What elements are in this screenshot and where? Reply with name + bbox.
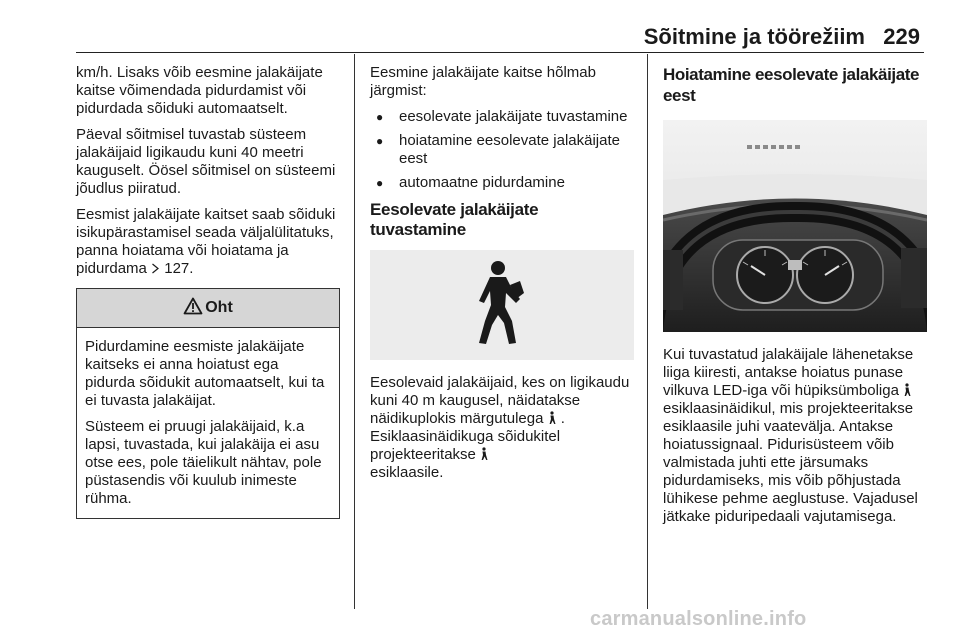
header-rule: [76, 52, 924, 53]
page-reference-link[interactable]: 127.: [164, 260, 194, 277]
paragraph-text: Eesmist jalakäijate kaitset saab sõiduki isikupärastamisel seada väljalülitatuks, panna hoiatama või hoiatama ja pidurdama: [76, 206, 336, 277]
pedestrian-indicator-icon: [548, 410, 557, 427]
paragraph: Päeval sõitmisel tuvastab süsteem jalakäijaid ligikaudu kuni 40 meetri kauguselt. Öösel sõitmisel on süsteemi jõudlus piiratud.: [76, 126, 336, 197]
paragraph-text: . Esiklaasinäidikuga sõidukitel projekteeritakse: [370, 410, 565, 463]
dashboard-illustration: [663, 120, 927, 332]
column-divider-2: [647, 54, 648, 609]
pedestrian-figure: [370, 250, 634, 360]
pedestrian-indicator-icon: [903, 382, 912, 399]
paragraph-text: esiklaasinäidikul, mis projekteeritakse esiklaasile juhi vaatevälja. Antakse hoiatussignaal. Pidurisüsteem võib valmistada juhti ette järsumaks pidurdamiseks, mis võib põhjustada lühikese pehme aeglustuse. Vajadusel jätkake piduripedaali vajutamisega.: [663, 400, 918, 525]
paragraph-text: Kui tuvastatud jalakäijale lähenetakse liiga kiiresti, antakse hoiatus punase vilkuva LED-iga või hüpiksümboliga: [663, 346, 914, 399]
list-item: ● automaatne pidurdamine: [370, 174, 634, 192]
section-heading: Hoiatamine eesolevate jalakäijate eest: [663, 65, 920, 105]
paragraph: km/h. Lisaks võib eesmine jalakäijate kaitse võimendada pidurdamist või pidurdada sõiduki automaatselt.: [76, 64, 323, 117]
warning-box: [76, 288, 340, 519]
paragraph-text: esiklaasile.: [370, 464, 444, 481]
column-divider-1: [354, 54, 355, 609]
warning-title: Oht: [205, 299, 233, 316]
page-reference-arrow-icon: [151, 260, 160, 277]
warning-header: [77, 289, 339, 328]
paragraph-text: Eesolevaid jalakäijaid, kes on ligikaudu kuni 40 m kaugusel, näidatakse näidikuplokis märgutulega: [370, 374, 630, 427]
pedestrian-indicator-icon: [480, 446, 489, 463]
warning-text: Pidurdamine eesmiste jalakäijate kaitseks ei anna hoiatust ega pidurda sõidukit automaatselt, kui ta ei tuvasta jalakäijat.: [85, 338, 325, 409]
column-3: [663, 64, 927, 534]
bullet-list: [370, 108, 634, 192]
list-item: ● eesolevate jalakäijate tuvastamine: [370, 108, 634, 126]
paragraph: [663, 346, 927, 526]
section-heading: Eesolevate jalakäijate tuvastamine: [370, 200, 539, 239]
column-1: [76, 64, 340, 519]
warning-triangle-icon: [183, 297, 205, 320]
watermark: carmanualsonline.info: [590, 608, 807, 630]
paragraph: [370, 374, 634, 482]
pedestrian-icon: [472, 259, 532, 352]
page-number: 229: [883, 24, 920, 49]
warning-text: Süsteem ei pruugi jalakäijaid, k.a lapsi, tuvastada, kui jalakäija ei asu otse ees, pole täielikult nähtav, pole püstasendis või kuulub inimeste rühma.: [85, 418, 322, 507]
page-header-title: Sõitmine ja töörežiim: [643, 24, 865, 49]
list-item: ● hoiatamine eesolevate jalakäijate eest: [370, 132, 634, 168]
paragraph: [76, 206, 340, 278]
column-2: [370, 64, 634, 490]
paragraph: Eesmine jalakäijate kaitse hõlmab järgmist:: [370, 64, 596, 99]
